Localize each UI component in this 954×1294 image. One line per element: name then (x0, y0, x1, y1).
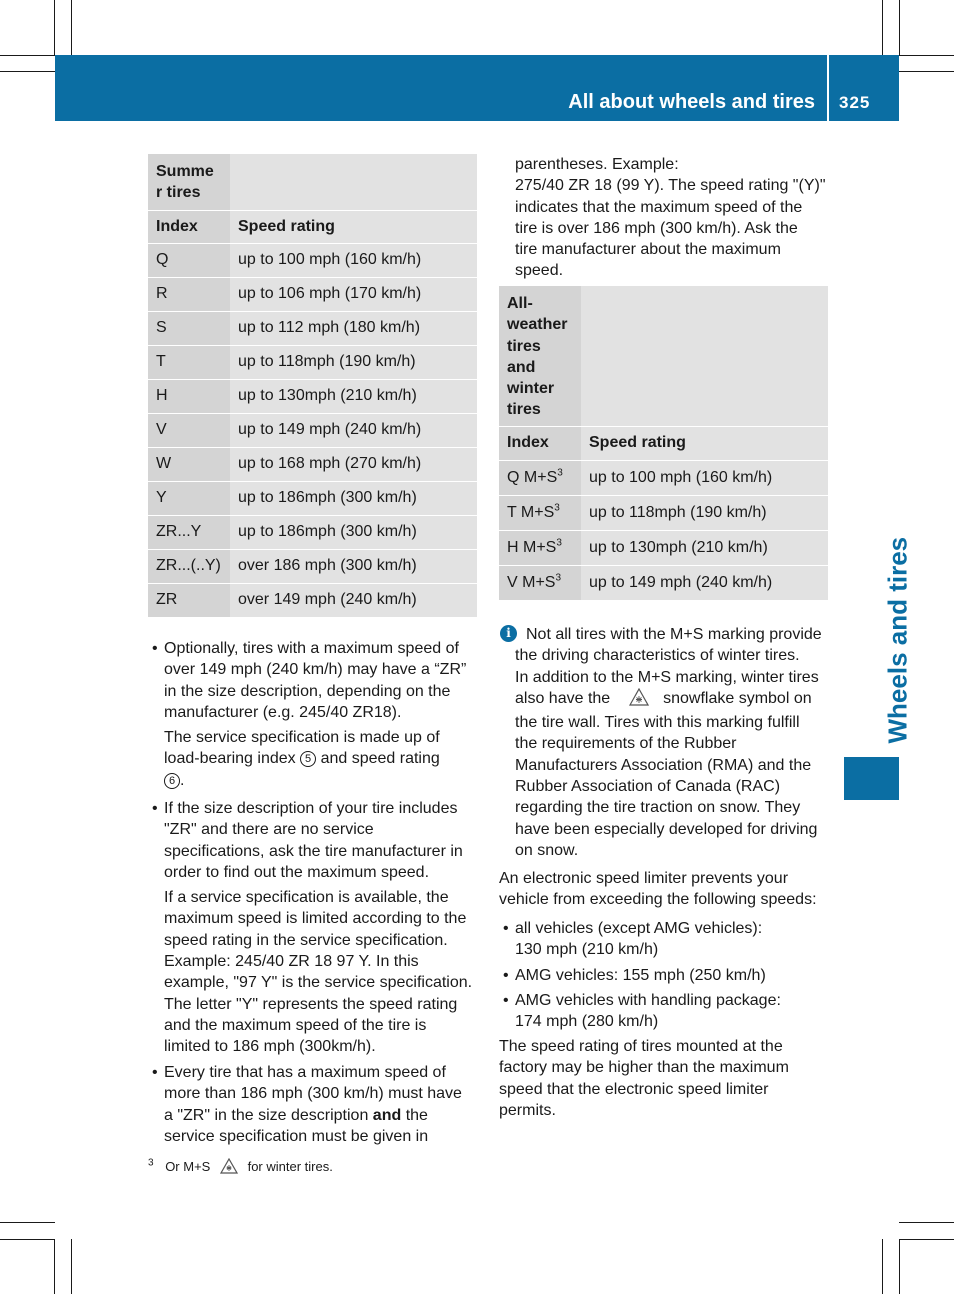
table-row (148, 413, 477, 447)
info-note-body: the driving characteristics of winter tires. In addition to the M+S marking, winter tires also have the snowflake symbol on the tire wall. Tires with this marking fulfill the requirements of the Rubber Manufacturers Association (RMA) and the Rubber Association of Canada (RAC) regarding the tire traction on snow. They have been especially developed for driving on snow. (515, 647, 819, 859)
speed-cell: up to 130mph (210 km/h) (581, 530, 828, 565)
crop-mark (882, 1239, 883, 1294)
side-tab-label: Wheels and tires (882, 536, 913, 744)
index-cell: V $M+S^3$ (499, 565, 581, 600)
index-cell: ZR (148, 583, 230, 617)
index-cell: R (148, 277, 230, 311)
column-header-speed-rating: Speed rating (230, 210, 477, 243)
table-row (148, 515, 477, 549)
speed-cell: up to 118mph (190 km/h) (581, 495, 828, 530)
rating-number-callout: 6 (164, 773, 180, 789)
summer-tires-table (148, 154, 477, 618)
table-row (148, 277, 477, 311)
table-row (148, 311, 477, 345)
bullet-text: Optionally, tires with a maximum speed of over 149 mph (240 km/h) may have a “ZR” in the size description, depending on the manufacturer (e.g. 245/40 ZR18). The service specification is made up of load-bearing index 5 and speed rating 6 . (164, 640, 467, 789)
speed-cell: over 149 mph (240 km/h) (230, 583, 477, 617)
speed-cell: up to 186mph (300 km/h) (230, 515, 477, 549)
index-cell: H (148, 379, 230, 413)
bullet-dot: • (152, 640, 158, 657)
table-row (148, 481, 477, 515)
bullet-dot: • (503, 967, 509, 984)
crop-mark (54, 1239, 55, 1294)
column-header-index: Index (148, 210, 230, 243)
crop-mark (899, 1239, 900, 1294)
info-icon: i (500, 625, 517, 642)
closing-paragraph: The speed rating of tires mounted at the factory may be higher than the maximum speed that the electronic speed limiter permits. (499, 1038, 789, 1119)
crop-mark (71, 1239, 72, 1294)
table-row (148, 583, 477, 617)
speed-cell: up to 100 mph (160 km/h) (581, 460, 828, 495)
index-cell: S (148, 311, 230, 345)
crop-mark (899, 1239, 954, 1240)
speed-cell: up to 118mph (190 km/h) (230, 345, 477, 379)
index-cell: Q $M+S^3$ (499, 460, 581, 495)
bullet-dot: • (152, 1064, 158, 1081)
table-row (148, 379, 477, 413)
speed-cell: up to 130mph (210 km/h) (230, 379, 477, 413)
table-row (499, 495, 828, 530)
crop-mark (71, 0, 72, 55)
bullet-text: If the size description of your tire includes "ZR" and there are no service specifications, ask the tire manufacturer in order to find out the maximum speed. If a service specification is available, the maximum speed is limited according to the speed rating in the service specification. Example: 245/40 ZR 18 97 Y. In this example, "97 Y" is the service specification. The letter "Y" represents the speed rating and the maximum speed of the tire is limited to 186 mph (300km/h). (164, 800, 473, 1056)
bullet-dot: • (152, 800, 158, 817)
index-cell: W (148, 447, 230, 481)
snowflake-mountain-icon (220, 1158, 238, 1177)
index-cell: V (148, 413, 230, 447)
crop-mark (0, 1239, 55, 1240)
index-number-callout: 5 (300, 751, 316, 767)
bullet-dot: • (503, 992, 509, 1009)
continued-text: parentheses. Example: 275/40 ZR 18 (99 Y). The speed rating "(Y)" indicates that the maximum speed of the tire is over 186 mph (300 km/h). Ask the tire manufacturer about the maximum speed. (515, 156, 826, 280)
section-title: All about wheels and tires (568, 91, 815, 113)
index-cell: ZR...(..Y) (148, 549, 230, 583)
winter-tires-table (499, 286, 828, 601)
crop-mark (882, 0, 883, 55)
crop-mark (899, 1222, 954, 1223)
table-title: Summe r tires (148, 154, 230, 210)
column-header-index: Index (499, 426, 581, 460)
speed-cell: over 186 mph (300 km/h) (230, 549, 477, 583)
table-row (148, 243, 477, 277)
speed-cell: up to 106 mph (170 km/h) (230, 277, 477, 311)
limiter-paragraph: An electronic speed limiter prevents your vehicle from exceeding the following speeds: (499, 870, 817, 909)
snowflake-mountain-icon (629, 688, 649, 712)
bullet-text: AMG vehicles with handling package: 174 mph (280 km/h) (515, 992, 781, 1031)
table-row (499, 460, 828, 495)
speed-cell: up to 100 mph (160 km/h) (230, 243, 477, 277)
header-divider (827, 55, 829, 121)
side-tab-marker (844, 757, 899, 800)
index-cell: H $M+S^3$ (499, 530, 581, 565)
speed-cell: up to 149 mph (240 km/h) (230, 413, 477, 447)
index-cell: Y (148, 481, 230, 515)
index-cell: T (148, 345, 230, 379)
page-header (55, 55, 899, 121)
crop-mark (0, 71, 55, 72)
index-cell: T $M+S^3$ (499, 495, 581, 530)
crop-mark (0, 1222, 55, 1223)
speed-cell: up to 186mph (300 km/h) (230, 481, 477, 515)
table-row (148, 345, 477, 379)
speed-cell: up to 168 mph (270 km/h) (230, 447, 477, 481)
crop-mark (899, 0, 900, 55)
column-header-speed-rating: Speed rating (581, 426, 828, 460)
table-row (499, 530, 828, 565)
table-row (148, 447, 477, 481)
index-cell: ZR...Y (148, 515, 230, 549)
crop-mark (899, 55, 954, 56)
speed-cell: up to 112 mph (180 km/h) (230, 311, 477, 345)
crop-mark (0, 55, 55, 56)
bullet-text: all vehicles (except AMG vehicles): 130 mph (210 km/h) (515, 920, 763, 959)
table-row (499, 565, 828, 600)
page-number: 325 (839, 93, 871, 112)
bullet-text: Every tire that has a maximum speed of more than 186 mph (300 km/h) must have a "ZR" in the size description and the service specification must be given in (164, 1064, 462, 1145)
bullet-dot: • (503, 920, 509, 937)
crop-mark (54, 0, 55, 55)
speed-cell: up to 149 mph (240 km/h) (581, 565, 828, 600)
footnote: $^3$ Or M+S for winter tires. (148, 1158, 333, 1177)
info-note: Not all tires with the M+S marking provide (526, 626, 822, 643)
index-cell: Q (148, 243, 230, 277)
table-title: All- weather tires and winter tires (499, 286, 581, 426)
table-row (148, 549, 477, 583)
bullet-text: AMG vehicles: 155 mph (250 km/h) (515, 967, 766, 984)
crop-mark (899, 71, 954, 72)
